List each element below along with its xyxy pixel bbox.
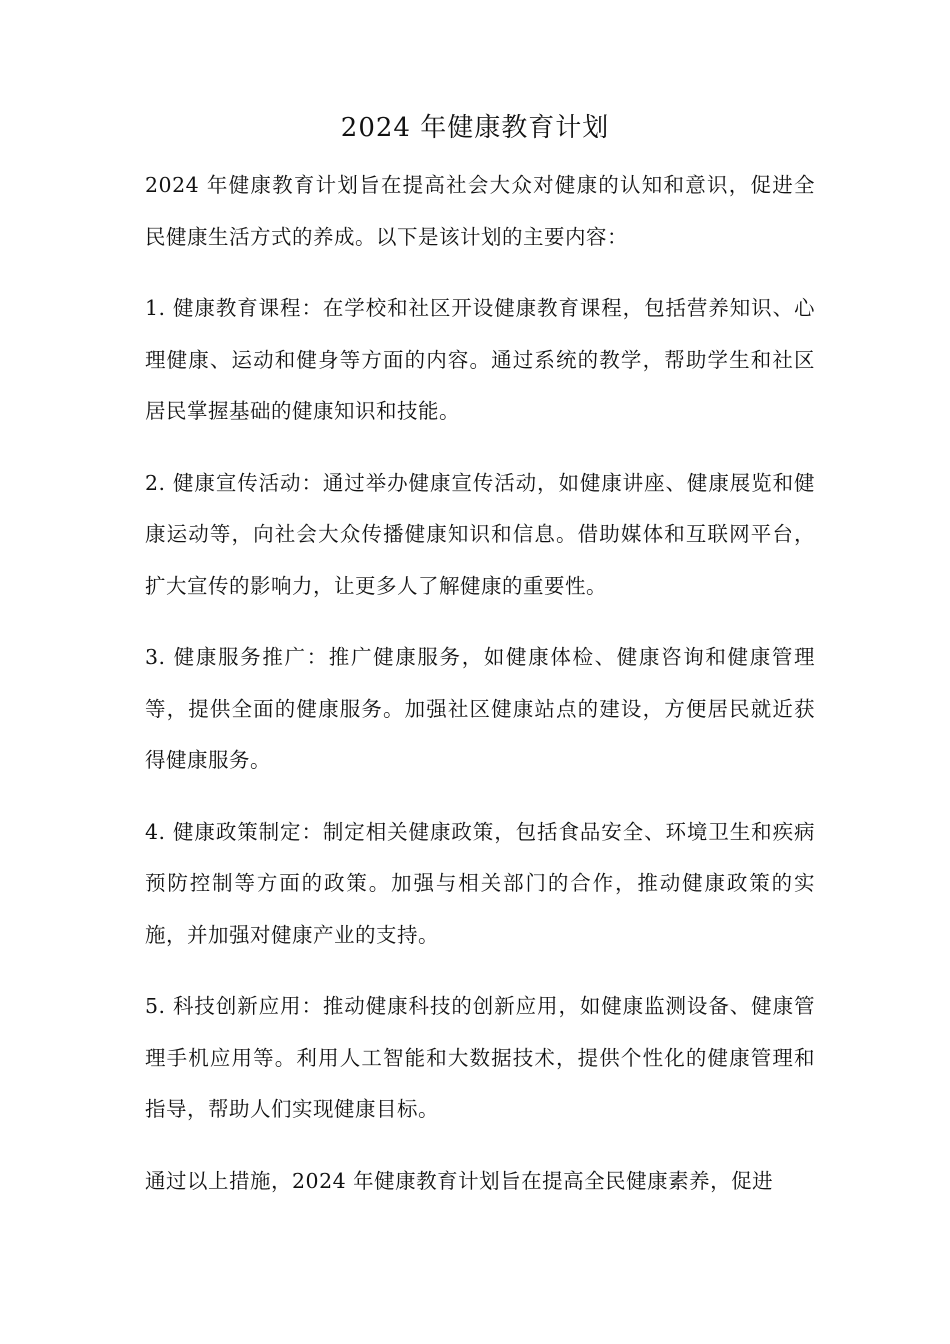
- document-body: [145, 160, 815, 1227]
- paragraph-health-campaigns: 2. 健康宣传活动：通过举办健康宣传活动，如健康讲座、健康展览和健康运动等，向社会大众传播健康知识和信息。借助媒体和互联网平台，扩大宣传的影响力，让更多人了解健康的重要性。: [145, 470, 815, 598]
- paragraph-health-policy: 4. 健康政策制定：制定相关健康政策，包括食品安全、环境卫生和疾病预防控制等方面的政策。加强与相关部门的合作，推动健康政策的实施，并加强对健康产业的支持。: [145, 819, 815, 947]
- closing-paragraph: 通过以上措施，2024 年健康教育计划旨在提高全民健康素养，促进: [145, 1168, 774, 1193]
- paragraph-health-courses: 1. 健康教育课程：在学校和社区开设健康教育课程，包括营养知识、心理健康、运动和健身等方面的内容。通过系统的教学，帮助学生和社区居民掌握基础的健康知识和技能。: [145, 296, 815, 423]
- document-title: 2024 年健康教育计划: [340, 113, 610, 143]
- paragraph-health-services: 3. 健康服务推广：推广健康服务，如健康体检、健康咨询和健康管理等，提供全面的健康服务。加强社区健康站点的建设，方便居民就近获得健康服务。: [145, 645, 815, 772]
- intro-paragraph: 2024 年健康教育计划旨在提高社会大众对健康的认知和意识，促进全民健康生活方式的养成。以下是该计划的主要内容：: [145, 173, 815, 249]
- paragraph-tech-innovation: 5. 科技创新应用：推动健康科技的创新应用，如健康监测设备、健康管理手机应用等。利用人工智能和大数据技术，提供个性化的健康管理和指导，帮助人们实现健康目标。: [145, 994, 815, 1121]
